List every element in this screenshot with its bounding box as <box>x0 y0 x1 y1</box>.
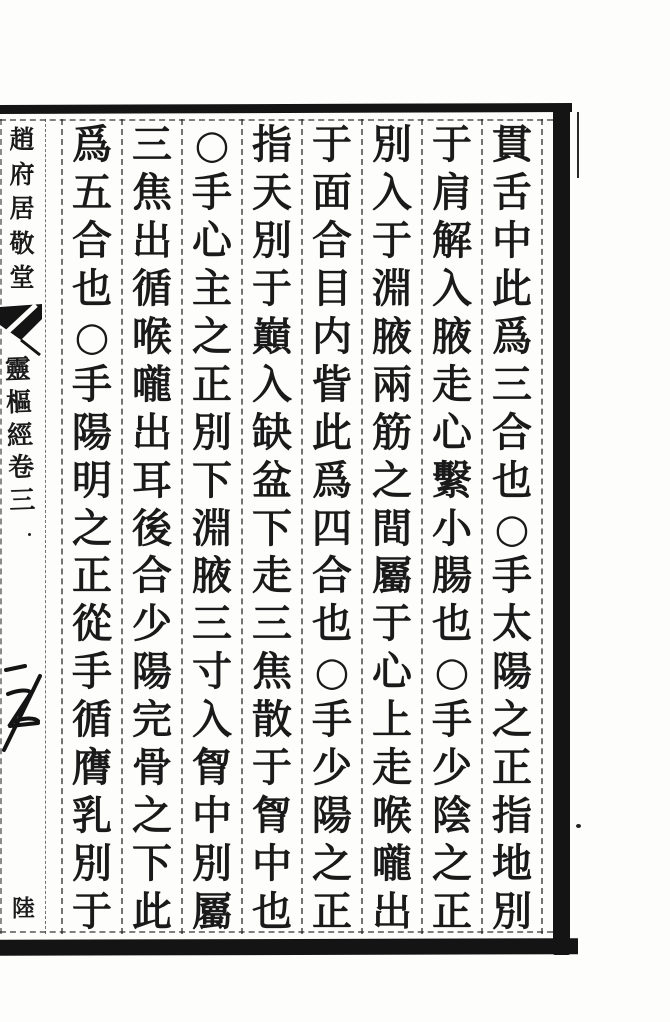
glyph: 循 <box>72 696 112 744</box>
glyph: 走 <box>432 360 472 408</box>
glyph: ○ <box>434 648 470 696</box>
glyph: 此 <box>492 264 532 312</box>
glyph: 嚨 <box>132 360 172 408</box>
glyph: 正 <box>72 552 112 600</box>
glyph: 之 <box>372 456 412 504</box>
glyph: 四 <box>312 504 352 552</box>
text-column-3 <box>363 122 421 934</box>
glyph: 膺 <box>72 744 112 792</box>
frame-left-edge <box>0 119 2 934</box>
glyph: 合 <box>72 216 112 264</box>
glyph: 喉 <box>372 792 412 840</box>
glyph: 嚨 <box>372 840 412 888</box>
glyph: 別 <box>252 216 292 264</box>
glyph: 指 <box>252 121 292 168</box>
glyph: 也 <box>72 264 112 312</box>
glyph: 心 <box>192 216 232 264</box>
glyph: 寸 <box>192 648 232 696</box>
glyph: 散 <box>252 696 292 744</box>
glyph: ○ <box>74 312 110 360</box>
glyph: 手 <box>72 360 112 408</box>
glyph: 之 <box>132 792 172 840</box>
text-column-7 <box>123 122 181 934</box>
volume-title <box>0 355 41 516</box>
glyph: 之 <box>192 312 232 360</box>
glyph: 兩 <box>372 360 412 408</box>
glyph: 下 <box>252 504 292 552</box>
glyph: 也 <box>312 600 352 648</box>
glyph: 也 <box>492 456 532 504</box>
glyph: 三 <box>132 121 172 168</box>
glyph: 于 <box>432 121 472 168</box>
glyph: 上 <box>372 696 412 744</box>
glyph: 爲 <box>72 121 112 168</box>
glyph: 入 <box>432 264 472 312</box>
glyph: 巔 <box>252 312 292 360</box>
glyph: 目 <box>312 264 352 312</box>
glyph: 地 <box>492 840 532 888</box>
glyph: 出 <box>372 888 412 935</box>
glyph: 出 <box>132 408 172 456</box>
glyph: 正 <box>192 360 232 408</box>
glyph: 筋 <box>372 408 412 456</box>
glyph: 繫 <box>432 456 472 504</box>
glyph: 下 <box>192 456 232 504</box>
glyph: 之 <box>492 696 532 744</box>
glyph: 爲 <box>492 312 532 360</box>
glyph: 明 <box>72 456 112 504</box>
glyph: 手 <box>432 696 472 744</box>
glyph: 走 <box>252 552 292 600</box>
glyph: 三 <box>492 360 532 408</box>
glyph: 屬 <box>372 552 412 600</box>
glyph: 間 <box>372 504 412 552</box>
text-column-5 <box>243 122 301 934</box>
handwritten-page-mark-icon <box>1 648 45 766</box>
glyph: 淵 <box>372 264 412 312</box>
glyph: 別 <box>192 408 232 456</box>
glyph: 焦 <box>132 168 172 216</box>
glyph: 少 <box>132 600 172 648</box>
glyph: 正 <box>312 888 352 935</box>
glyph: 出 <box>132 216 172 264</box>
glyph: 焦 <box>252 648 292 696</box>
glyph: 堂 <box>9 263 35 292</box>
glyph: 主 <box>192 264 232 312</box>
glyph: 缺 <box>252 408 292 456</box>
glyph: ○ <box>194 121 230 168</box>
glyph: 手 <box>192 168 232 216</box>
glyph: 合 <box>492 408 532 456</box>
glyph: 面 <box>312 168 352 216</box>
glyph: 屬 <box>192 888 232 935</box>
text-column-1 <box>483 122 541 934</box>
glyph: 別 <box>372 121 412 168</box>
glyph: 于 <box>252 264 292 312</box>
glyph: 天 <box>252 168 292 216</box>
glyph: 淵 <box>192 504 232 552</box>
publisher-colophon <box>3 126 41 292</box>
text-column-8 <box>63 122 121 934</box>
glyph: 肩 <box>432 168 472 216</box>
glyph: 小 <box>432 504 472 552</box>
glyph: 心 <box>372 648 412 696</box>
glyph: 之 <box>72 504 112 552</box>
frame-top-border <box>0 103 572 114</box>
glyph: 陽 <box>72 408 112 456</box>
glyph: 之 <box>432 840 472 888</box>
glyph: 經 <box>6 420 34 451</box>
glyph: 貫 <box>492 121 532 168</box>
glyph: 居 <box>9 194 35 223</box>
glyph: 于 <box>252 744 292 792</box>
glyph: 正 <box>432 888 472 935</box>
glyph: 走 <box>372 744 412 792</box>
column-separator <box>541 119 543 934</box>
glyph: 樞 <box>5 387 33 419</box>
glyph: 之 <box>312 840 352 888</box>
glyph: 下 <box>132 840 172 888</box>
glyph: 耳 <box>132 456 172 504</box>
glyph: 胷 <box>192 744 232 792</box>
glyph: 三 <box>8 485 36 517</box>
frame-bottom-border <box>0 938 578 956</box>
glyph: 骨 <box>132 744 172 792</box>
glyph: 卷 <box>7 452 35 484</box>
glyph: 入 <box>252 360 292 408</box>
glyph: 三 <box>252 600 292 648</box>
glyph: 陽 <box>132 648 172 696</box>
glyph: 少 <box>432 744 472 792</box>
glyph: 別 <box>492 888 532 935</box>
corner-page-number: 陸 <box>12 895 35 922</box>
glyph: 太 <box>492 600 532 648</box>
glyph: 腸 <box>432 552 472 600</box>
glyph: 少 <box>312 744 352 792</box>
glyph: 正 <box>492 744 532 792</box>
glyph: 合 <box>132 552 172 600</box>
column-separator <box>45 119 46 934</box>
glyph: 胷 <box>252 792 292 840</box>
glyph: 手 <box>492 552 532 600</box>
glyph: 入 <box>372 168 412 216</box>
glyph: 于 <box>72 888 112 935</box>
glyph: 陽 <box>312 792 352 840</box>
glyph: 敬 <box>9 228 35 258</box>
glyph: 乳 <box>72 792 112 840</box>
glyph: 完 <box>132 696 172 744</box>
glyph: 中 <box>492 216 532 264</box>
glyph: 此 <box>312 408 352 456</box>
glyph: 別 <box>192 840 232 888</box>
glyph: 腋 <box>432 312 472 360</box>
glyph: 合 <box>312 216 352 264</box>
frame-right-border <box>553 106 570 955</box>
text-column-4 <box>303 122 361 934</box>
glyph: 此 <box>132 888 172 935</box>
glyph: 盆 <box>252 456 292 504</box>
fishtail-icon <box>0 304 42 356</box>
glyph: 舌 <box>492 168 532 216</box>
glyph: ○ <box>494 504 530 552</box>
glyph: 循 <box>132 264 172 312</box>
glyph: 喉 <box>132 312 172 360</box>
glyph: 于 <box>372 216 412 264</box>
glyph: 解 <box>432 216 472 264</box>
glyph: 別 <box>72 840 112 888</box>
glyph: 手 <box>312 696 352 744</box>
glyph: 合 <box>312 552 352 600</box>
glyph: 從 <box>72 600 112 648</box>
frame-right-thin-line <box>577 112 579 178</box>
glyph: 指 <box>492 792 532 840</box>
glyph: 後 <box>132 504 172 552</box>
ink-speckle <box>28 533 31 536</box>
glyph: 靈 <box>4 354 32 386</box>
glyph: ○ <box>314 648 350 696</box>
glyph: 手 <box>72 648 112 696</box>
glyph: 也 <box>432 600 472 648</box>
glyph: 五 <box>72 168 112 216</box>
glyph: 于 <box>372 600 412 648</box>
text-column-6 <box>183 122 241 934</box>
glyph: 爲 <box>312 456 352 504</box>
glyph: 眥 <box>312 360 352 408</box>
glyph: 三 <box>192 600 232 648</box>
text-column-2 <box>423 122 481 934</box>
glyph: 于 <box>312 121 352 168</box>
glyph: 内 <box>312 312 352 360</box>
glyph: 中 <box>192 792 232 840</box>
glyph: 陰 <box>432 792 472 840</box>
glyph: 腋 <box>372 312 412 360</box>
glyph: 中 <box>252 840 292 888</box>
glyph: 心 <box>432 408 472 456</box>
glyph: 趙 <box>9 125 35 154</box>
glyph: 府 <box>9 159 35 189</box>
ink-speckle <box>576 824 581 828</box>
glyph: 陽 <box>492 648 532 696</box>
glyph: 也 <box>252 888 292 935</box>
glyph: 入 <box>192 696 232 744</box>
glyph: 腋 <box>192 552 232 600</box>
